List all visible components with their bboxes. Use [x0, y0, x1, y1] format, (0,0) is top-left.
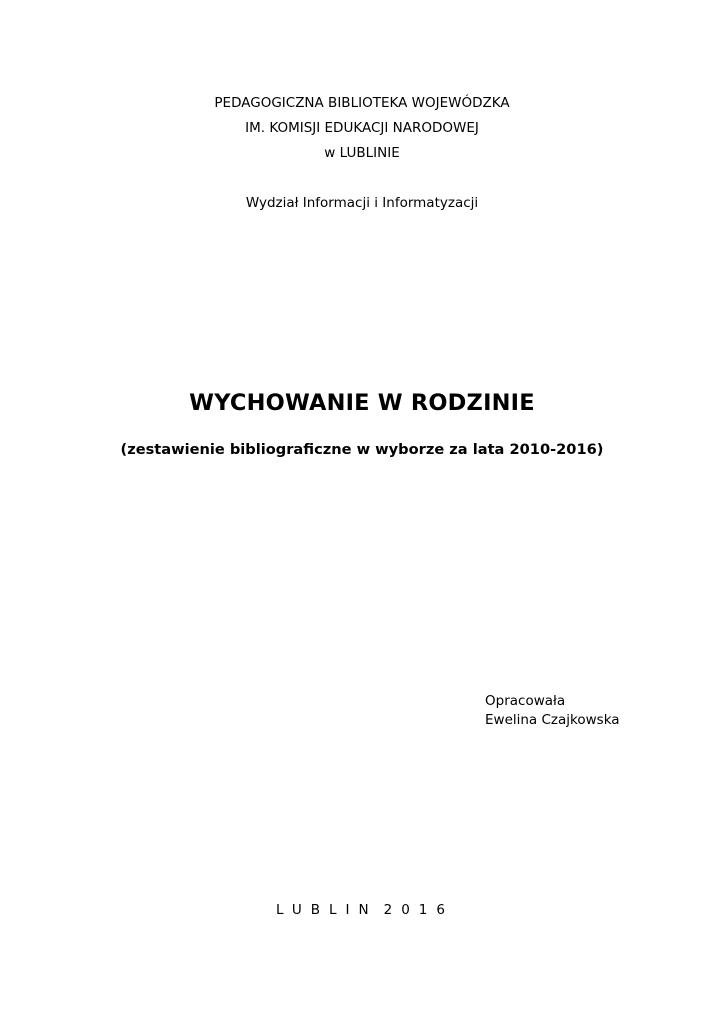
- institution-name-line-2: IM. KOMISJI EDUKACJI NARODOWEJ: [245, 120, 479, 136]
- document-title: WYCHOWANIE W RODZINIE: [189, 390, 535, 416]
- author-block: [485, 692, 620, 730]
- institution-name-line-1: PEDAGOGICZNA BIBLIOTEKA WOJEWÓDZKA: [214, 95, 510, 111]
- footer-year: 2016: [383, 902, 454, 918]
- document-subtitle: (zestawienie bibliograficzne w wyborze za lata 2010-2016): [120, 441, 604, 458]
- footer-place-date: [3, 902, 724, 918]
- author-name: Ewelina Czajkowska: [485, 712, 620, 728]
- footer-city: LUBLIN: [276, 902, 378, 918]
- department-name: Wydział Informacji i Informatyzacji: [245, 195, 479, 211]
- author-label: Opracowała: [485, 693, 566, 709]
- institution-city-line: w LUBLINIE: [324, 145, 400, 161]
